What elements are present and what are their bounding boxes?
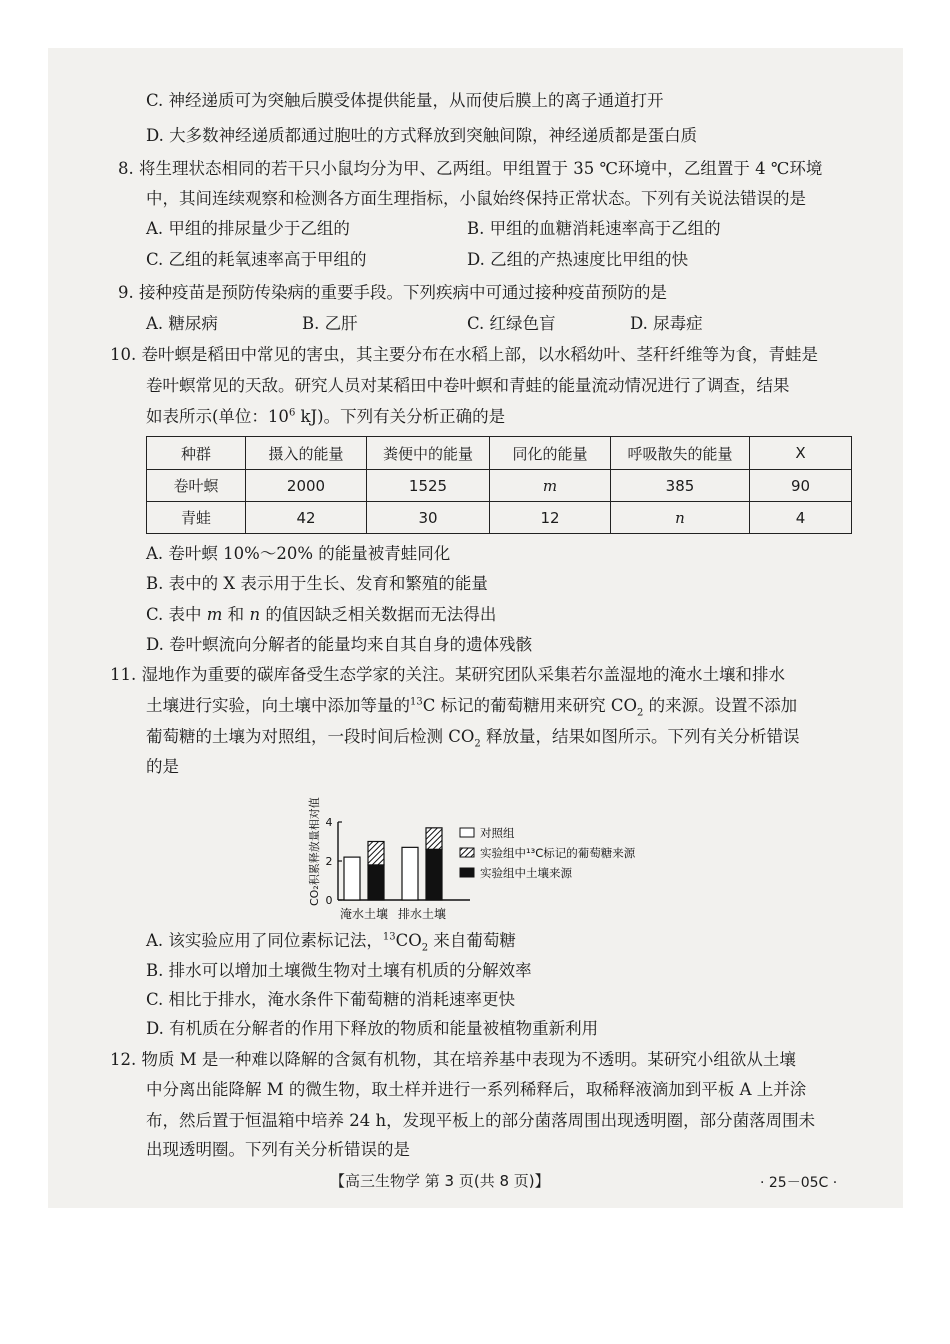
q10-option-b: B. 表中的 X 表示用于生长、发育和繁殖的能量 <box>146 574 488 593</box>
chart-legend-label: 实验组中土壤来源 <box>480 866 572 880</box>
chart-bar-control <box>344 857 360 900</box>
q11-stem-line2: 土壤进行实验，向土壤中添加等量的$^{13}$C 标记的葡萄糖用来研究 $CO_2$ 的来源。设置不添加 <box>146 696 798 719</box>
co2-bar-chart <box>300 778 680 928</box>
chart-legend-swatch <box>460 828 474 837</box>
q10-option-c: C. 表中 m 和 n 的值因缺乏相关数据而无法得出 <box>146 605 497 624</box>
table-header: 摄入的能量 <box>246 437 367 470</box>
chart-legend-swatch <box>460 848 474 857</box>
table-row <box>147 470 852 502</box>
page-footer: 【高三生物学 第 3 页(共 8 页)】 <box>330 1172 550 1190</box>
q10-option-d: D. 卷叶螟流向分解者的能量均来自其自身的遗体残骸 <box>146 635 533 654</box>
q11-option-a: A. 该实验应用了同位素标记法，$^{13}CO_2$ 来自葡萄糖 <box>146 931 516 954</box>
table-header: 同化的能量 <box>490 437 611 470</box>
table-header: 呼吸散失的能量 <box>611 437 750 470</box>
q10-option-a: A. 卷叶螟 10%～20% 的能量被青蛙同化 <box>146 544 451 563</box>
table-cell: 30 <box>367 502 490 534</box>
chart-y-tick-label: 4 <box>325 816 333 829</box>
table-row <box>147 502 852 534</box>
q7-option-d: D. 大多数神经递质都通过胞吐的方式释放到突触间隙，神经递质都是蛋白质 <box>146 126 698 145</box>
q12-stem-line3: 布，然后置于恒温箱中培养 24 h，发现平板上的部分菌落周围出现透明圈，部分菌落周围未 <box>146 1111 816 1130</box>
table-cell: 1525 <box>367 470 490 502</box>
exam-code: · 25－05C · <box>760 1175 838 1191</box>
q12-stem-line4: 出现透明圈。下列有关分析错误的是 <box>146 1140 410 1159</box>
q9-option-a: A. 糖尿病 <box>146 314 218 333</box>
chart-legend-swatch <box>460 868 474 877</box>
q11-stem-line1: 11. 湿地作为重要的碳库备受生态学家的关注。某研究团队采集若尔盖湿地的淹水土壤和排水 <box>110 665 785 684</box>
chart-bar-glucose-source <box>368 842 384 865</box>
q9-option-b: B. 乙肝 <box>302 314 358 333</box>
table-cell: 12 <box>490 502 611 534</box>
q11-stem-line4: 的是 <box>146 757 179 776</box>
chart-legend-label: 对照组 <box>480 826 515 840</box>
table-header-row <box>147 437 852 470</box>
table-cell: 卷叶螟 <box>147 470 246 502</box>
q8-stem-line1: 8. 将生理状态相同的若干只小鼠均分为甲、乙两组。甲组置于 35 ℃环境中，乙组置于 4 ℃环境 <box>118 159 823 178</box>
q8-option-a: A. 甲组的排尿量少于乙组的 <box>146 219 350 238</box>
q10-stem-line2: 卷叶螟常见的天敌。研究人员对某稻田中卷叶螟和青蛙的能量流动情况进行了调查，结果 <box>146 376 790 395</box>
chart-y-tick-label: 2 <box>325 855 333 868</box>
table-cell: 4 <box>750 502 852 534</box>
chart-y-label: CO₂积累释放量相对值 <box>308 797 321 906</box>
table-cell <box>490 470 611 502</box>
q8-stem-line2: 中，其间连续观察和检测各方面生理指标，小鼠始终保持正常状态。下列有关说法错误的是 <box>146 189 806 208</box>
table-header: 粪便中的能量 <box>367 437 490 470</box>
q10-stem-line3: 如表所示(单位：$10^6$ kJ)。下列有关分析正确的是 <box>146 407 506 426</box>
chart-legend-label: 实验组中¹³C标记的葡萄糖来源 <box>480 846 636 860</box>
table-header: 种群 <box>147 437 246 470</box>
table-header: X <box>750 437 852 470</box>
q11-stem-line3: 葡萄糖的土壤为对照组，一段时间后检测 $CO_2$ 释放量，结果如图所示。下列有关分析错误 <box>146 727 800 750</box>
variable-n: n <box>675 508 685 527</box>
energy-flow-table <box>146 436 852 534</box>
q11-option-d: D. 有机质在分解者的作用下释放的物质和能量被植物重新利用 <box>146 1019 599 1038</box>
q9-option-d: D. 尿毒症 <box>630 314 703 333</box>
q11-option-b: B. 排水可以增加土壤微生物对土壤有机质的分解效率 <box>146 961 532 980</box>
chart-y-tick-label: 0 <box>325 894 333 907</box>
chart-x-label: 排水土壤 <box>397 907 447 921</box>
table-cell: 2000 <box>246 470 367 502</box>
table-cell: 42 <box>246 502 367 534</box>
q11-option-c: C. 相比于排水，淹水条件下葡萄糖的消耗速率更快 <box>146 990 516 1009</box>
chart-bar-glucose-source <box>426 828 442 849</box>
q9-option-c: C. 红绿色盲 <box>467 314 556 333</box>
q8-option-b: B. 甲组的血糖消耗速率高于乙组的 <box>467 219 721 238</box>
chart-x-label: 淹水土壤 <box>339 907 389 921</box>
q8-option-d: D. 乙组的产热速度比甲组的快 <box>467 250 689 269</box>
variable-m: m <box>542 476 558 495</box>
chart-bar-control <box>402 847 418 900</box>
q7-option-c: C. 神经递质可为突触后膜受体提供能量，从而使后膜上的离子通道打开 <box>146 91 664 110</box>
table-cell: 385 <box>611 470 750 502</box>
q9-stem: 9. 接种疫苗是预防传染病的重要手段。下列疾病中可通过接种疫苗预防的是 <box>118 283 667 302</box>
q12-stem-line1: 12. 物质 M 是一种难以降解的含氮有机物，其在培养基中表现为不透明。某研究小组欲从土壤 <box>110 1050 796 1069</box>
table-cell: 90 <box>750 470 852 502</box>
q8-option-c: C. 乙组的耗氧速率高于甲组的 <box>146 250 367 269</box>
q12-stem-line2: 中分离出能降解 M 的微生物，取土样并进行一系列稀释后，取稀释液滴加到平板 A 上并涂 <box>146 1080 807 1099</box>
chart-bar-soil-source <box>368 865 384 900</box>
q10-stem-line1: 10. 卷叶螟是稻田中常见的害虫，其主要分布在水稻上部，以水稻幼叶、茎秆纤维等为食，青蛙是 <box>110 345 818 364</box>
table-cell <box>611 502 750 534</box>
table-cell: 青蛙 <box>147 502 246 534</box>
chart-bar-soil-source <box>426 849 442 900</box>
